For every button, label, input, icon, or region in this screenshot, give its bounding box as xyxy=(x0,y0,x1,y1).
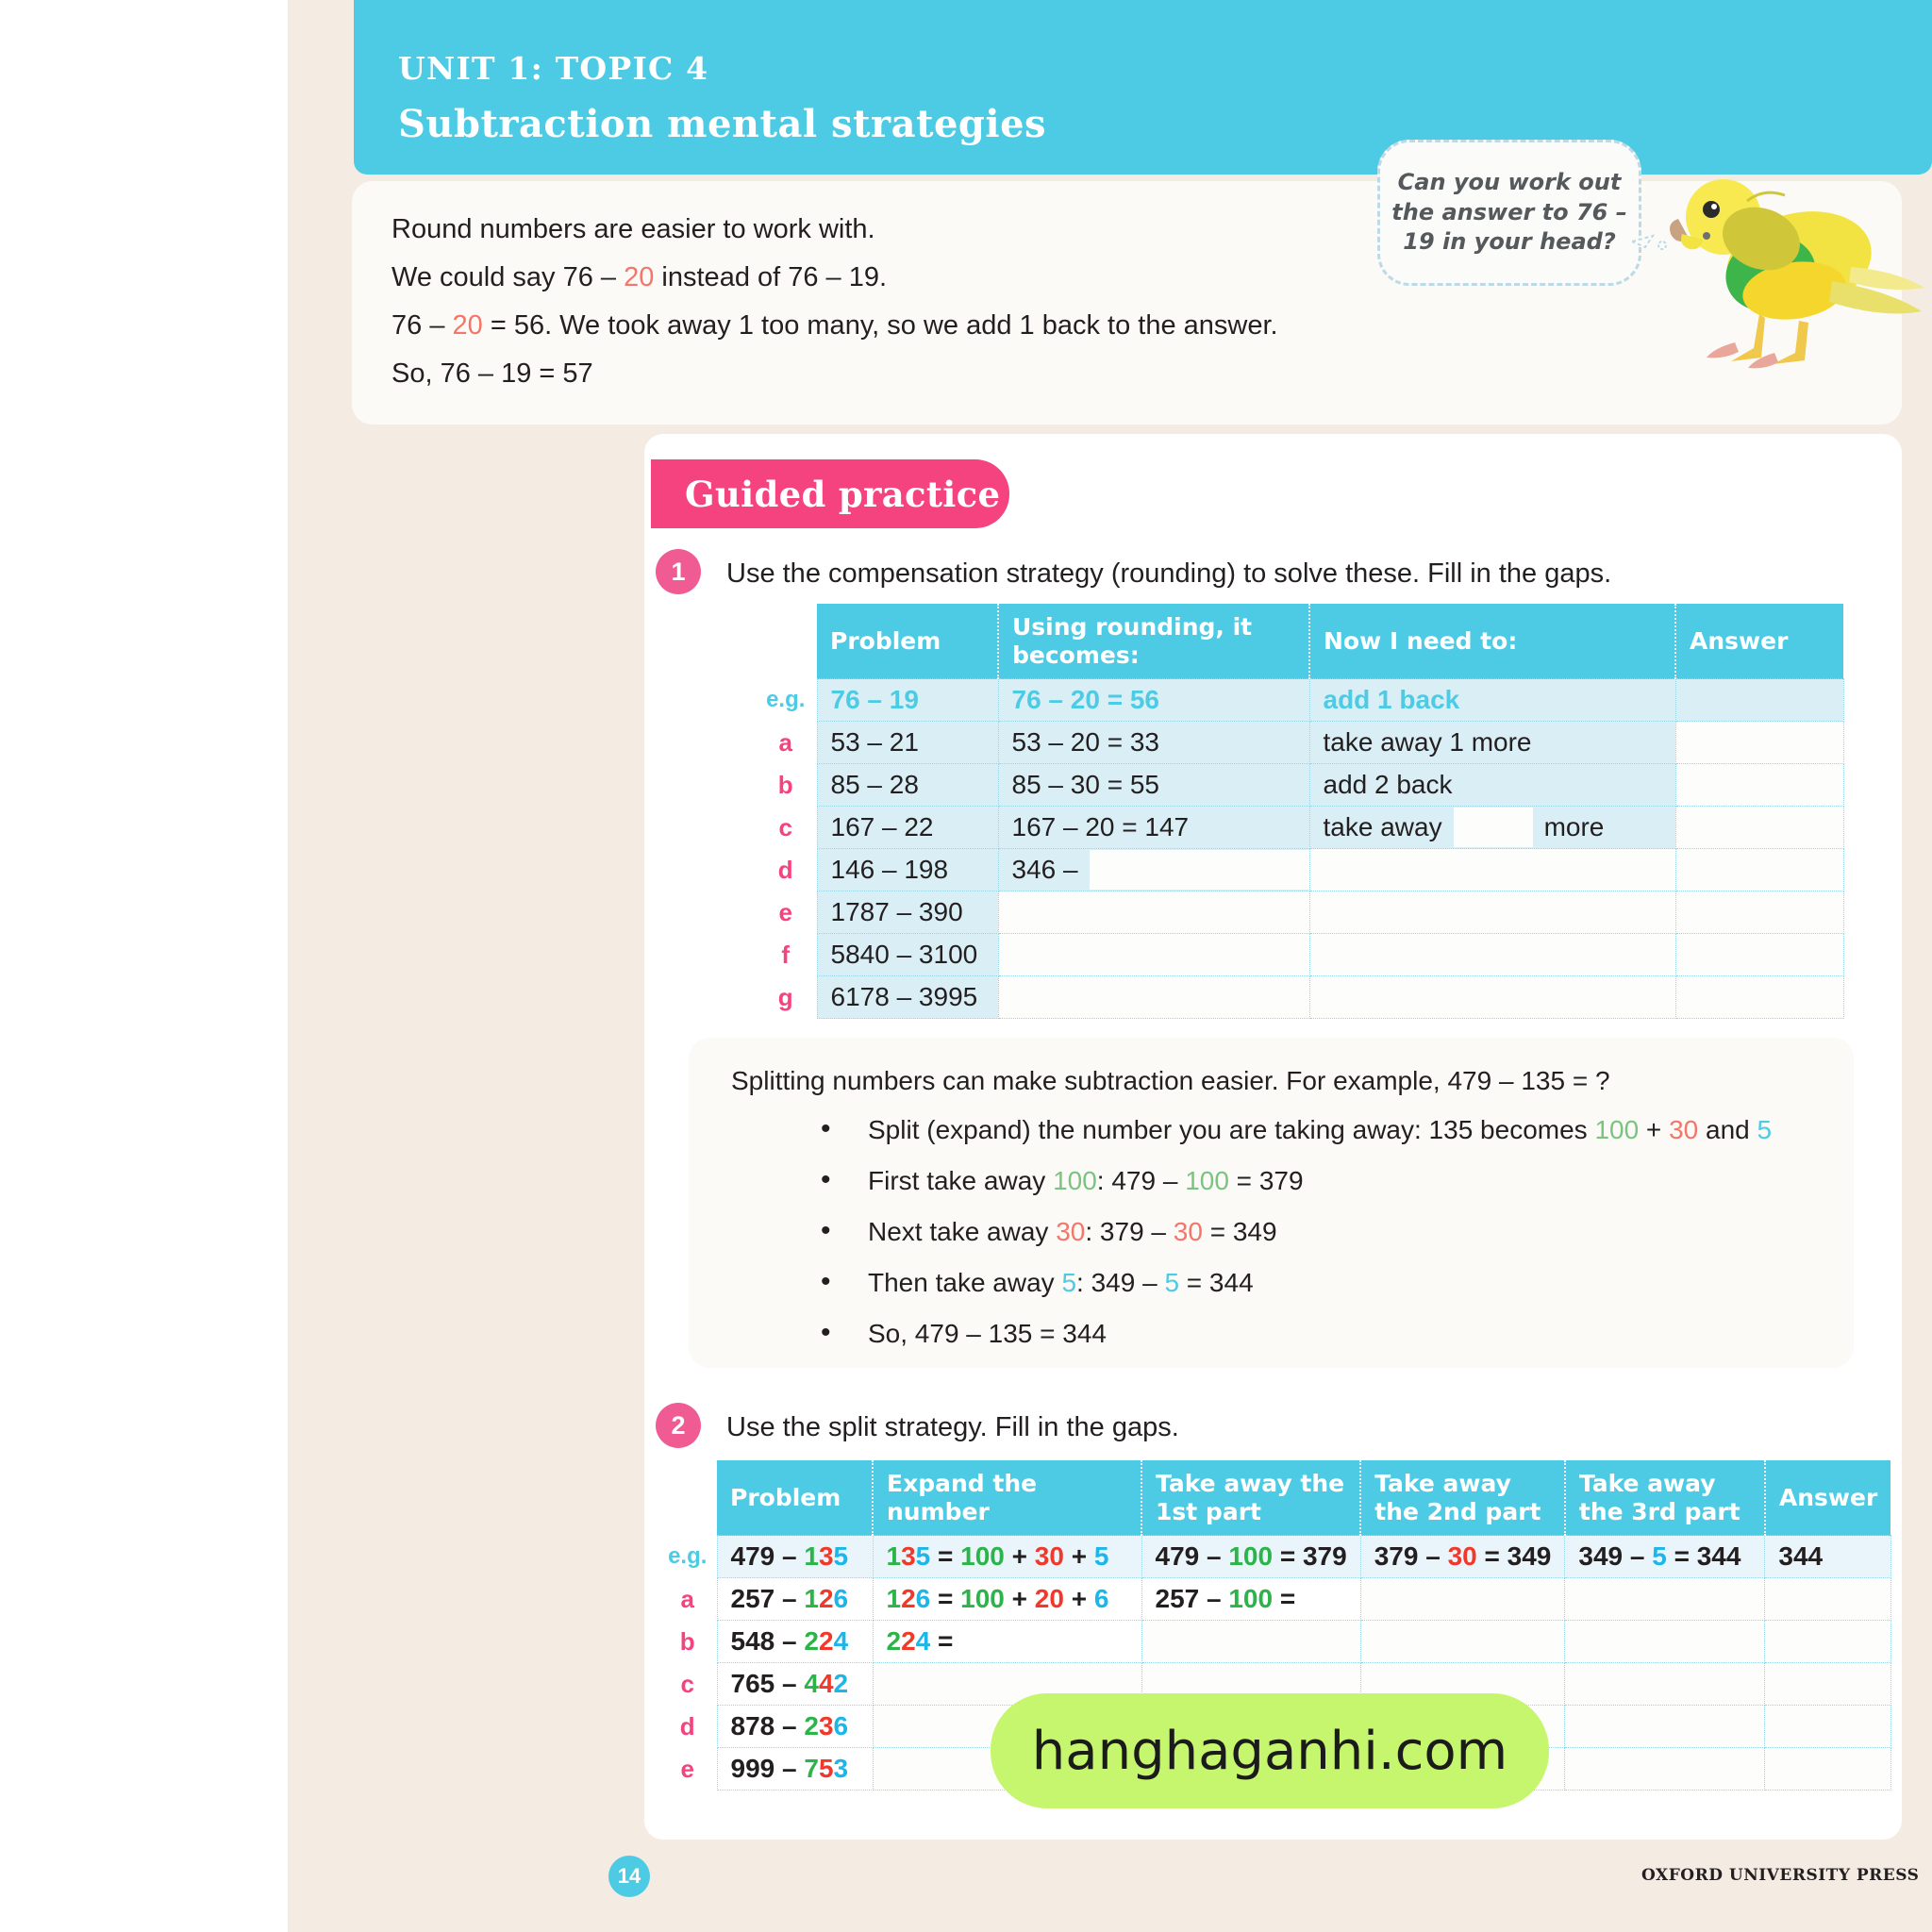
need-suffix: more xyxy=(1543,812,1605,841)
col-header-part1: Take away the 1st part xyxy=(1141,1460,1360,1536)
cell-need-input[interactable] xyxy=(1309,976,1675,1019)
cell-rounding: 167 – 20 = 147 xyxy=(998,807,1309,849)
row-label: b xyxy=(679,1626,695,1656)
cell-problem: 1787 – 390 xyxy=(817,891,998,934)
cell-part2-input[interactable] xyxy=(1360,1578,1565,1621)
row-label: f xyxy=(781,940,791,969)
cell-rounding-input[interactable] xyxy=(998,976,1309,1019)
split-bullet-list xyxy=(792,1115,1772,1370)
cell-rounding-partial xyxy=(998,849,1309,891)
cell-part1-input[interactable] xyxy=(1141,1621,1360,1663)
cell-problem: 878 – 236 xyxy=(717,1706,873,1748)
row-label: d xyxy=(679,1711,695,1740)
table-row xyxy=(658,1621,1890,1663)
split-intro-text: Splitting numbers can make subtraction easier. For example, 479 – 135 = ? xyxy=(731,1066,1610,1095)
intro-line-2: We could say 76 – 20 instead of 76 – 19. xyxy=(391,262,888,292)
cell-answer[interactable] xyxy=(1675,679,1843,722)
cell-rounding: 76 – 20 = 56 xyxy=(998,679,1309,722)
list-item: • Split (expand) the number you are taking away: 135 becomes 100 + 30 and 5 xyxy=(792,1115,1772,1145)
speech-bubble xyxy=(1377,140,1641,286)
budgerigar-icon xyxy=(1657,149,1932,371)
topic-title: Subtraction mental strategies xyxy=(398,102,1047,146)
cell-part3-input[interactable] xyxy=(1565,1578,1765,1621)
cell-answer-input[interactable] xyxy=(1675,891,1843,934)
list-item: • Next take away 30: 379 – 30 = 349 xyxy=(792,1217,1772,1247)
col-header-rounding: Using rounding, it becomes: xyxy=(998,604,1309,679)
table-row xyxy=(658,1536,1890,1578)
cell-answer-input[interactable] xyxy=(1765,1621,1890,1663)
cell-need: add 1 back xyxy=(1309,679,1675,722)
cell-problem: 765 – 442 xyxy=(717,1663,873,1706)
col-header-problem: Problem xyxy=(817,604,998,679)
table-header-row xyxy=(658,1460,1890,1536)
cell-rounding-input[interactable] xyxy=(998,934,1309,976)
list-item: • Then take away 5: 349 – 5 = 344 xyxy=(792,1268,1772,1298)
cell-problem: 5840 – 3100 xyxy=(817,934,998,976)
table-row xyxy=(755,722,1843,764)
row-label: c xyxy=(680,1669,694,1698)
spacer-cell xyxy=(755,604,817,679)
inline-gap-input[interactable] xyxy=(1090,850,1309,890)
row-label: c xyxy=(778,812,792,841)
row-label: e.g. xyxy=(766,687,806,712)
cell-problem: 76 – 19 xyxy=(817,679,998,722)
table-row xyxy=(755,891,1843,934)
row-label: a xyxy=(680,1584,694,1613)
cell-part2: 379 – 30 = 349 xyxy=(1360,1536,1565,1578)
row-label: e.g. xyxy=(668,1543,708,1569)
row-label: e xyxy=(680,1754,694,1783)
col-header-answer: Answer xyxy=(1675,604,1843,679)
cell-problem: 167 – 22 xyxy=(817,807,998,849)
cell-answer-input[interactable] xyxy=(1675,934,1843,976)
cell-answer-input[interactable] xyxy=(1675,722,1843,764)
rounding-prefix: 346 – xyxy=(1011,855,1078,884)
intro-line-3: 76 – 20 = 56. We took away 1 too many, so we add 1 back to the answer. xyxy=(391,310,1278,341)
question-1-table-wrap xyxy=(755,604,1844,1019)
cell-problem: 53 – 21 xyxy=(817,722,998,764)
cell-answer-input[interactable] xyxy=(1675,764,1843,807)
cell-answer-input[interactable] xyxy=(1675,976,1843,1019)
row-label: g xyxy=(777,982,793,1011)
cell-answer-input[interactable] xyxy=(1765,1706,1890,1748)
cell-part2-input[interactable] xyxy=(1360,1621,1565,1663)
cell-answer-input[interactable] xyxy=(1765,1748,1890,1790)
row-label: e xyxy=(778,897,792,926)
cell-problem: 548 – 224 xyxy=(717,1621,873,1663)
row-label: d xyxy=(777,855,793,884)
cell-answer-input[interactable] xyxy=(1675,849,1843,891)
cell-part3-input[interactable] xyxy=(1565,1706,1765,1748)
guided-practice-label: Guided practice xyxy=(685,473,1001,515)
publisher-logo: OXFORD UNIVERSITY PRESS xyxy=(1641,1866,1920,1885)
col-header-part3: Take away the 3rd part xyxy=(1565,1460,1765,1536)
table-row xyxy=(755,679,1843,722)
cell-need-with-gap xyxy=(1309,807,1675,849)
cell-need-input[interactable] xyxy=(1309,849,1675,891)
cell-answer-input[interactable] xyxy=(1675,807,1843,849)
cell-problem: 479 – 135 xyxy=(717,1536,873,1578)
cell-problem: 146 – 198 xyxy=(817,849,998,891)
cell-rounding: 53 – 20 = 33 xyxy=(998,722,1309,764)
inline-gap-input[interactable] xyxy=(1454,808,1533,847)
cell-rounding-input[interactable] xyxy=(998,891,1309,934)
table-row xyxy=(755,849,1843,891)
col-header-problem: Problem xyxy=(717,1460,873,1536)
cell-answer-input[interactable] xyxy=(1765,1578,1890,1621)
unit-label: UNIT 1: TOPIC 4 xyxy=(398,50,709,87)
table-row xyxy=(755,764,1843,807)
table-row xyxy=(755,976,1843,1019)
cell-part3-input[interactable] xyxy=(1565,1621,1765,1663)
cell-part1: 479 – 100 = 379 xyxy=(1141,1536,1360,1578)
col-header-need: Now I need to: xyxy=(1309,604,1675,679)
cell-part3-input[interactable] xyxy=(1565,1748,1765,1790)
cell-expand[interactable]: 224 = xyxy=(873,1621,1141,1663)
site-watermark xyxy=(991,1693,1549,1808)
row-label: a xyxy=(778,727,792,757)
cell-need-input[interactable] xyxy=(1309,891,1675,934)
cell-need: take away 1 more xyxy=(1309,722,1675,764)
guided-practice-tab xyxy=(651,459,1009,528)
col-header-answer: Answer xyxy=(1765,1460,1890,1536)
intro-line-1: Round numbers are easier to work with. xyxy=(391,214,875,244)
worksheet-page xyxy=(288,0,1932,1932)
intro-line-4: So, 76 – 19 = 57 xyxy=(391,358,593,389)
cell-problem: 257 – 126 xyxy=(717,1578,873,1621)
list-item: • So, 479 – 135 = 344 xyxy=(792,1319,1772,1349)
list-item: • First take away 100: 479 – 100 = 379 xyxy=(792,1166,1772,1196)
watermark-text: hanghaganhi.com xyxy=(1031,1720,1508,1782)
cell-part1[interactable]: 257 – 100 = xyxy=(1141,1578,1360,1621)
question-2-number: 2 xyxy=(656,1403,701,1448)
compensation-table xyxy=(755,604,1844,1019)
cell-expand: 126 = 100 + 20 + 6 xyxy=(873,1578,1141,1621)
table-row xyxy=(755,807,1843,849)
row-label: b xyxy=(777,770,793,799)
cell-problem: 999 – 753 xyxy=(717,1748,873,1790)
cell-problem: 6178 – 3995 xyxy=(817,976,998,1019)
page-number-badge: 14 xyxy=(608,1856,650,1897)
cell-need: add 2 back xyxy=(1309,764,1675,807)
speech-bubble-text: Can you work out the answer to 76 – 19 in your head? xyxy=(1391,168,1627,256)
cell-rounding: 85 – 30 = 55 xyxy=(998,764,1309,807)
cell-need-input[interactable] xyxy=(1309,934,1675,976)
need-prefix: take away xyxy=(1323,812,1442,841)
table-header-row xyxy=(755,604,1843,679)
question-1-text: Use the compensation strategy (rounding) to solve these. Fill in the gaps. xyxy=(726,558,1612,589)
col-header-expand: Expand the number xyxy=(873,1460,1141,1536)
question-2-text: Use the split strategy. Fill in the gaps. xyxy=(726,1412,1179,1442)
question-1-number: 1 xyxy=(656,549,701,594)
cell-expand: 135 = 100 + 30 + 5 xyxy=(873,1536,1141,1578)
cell-answer: 344 xyxy=(1765,1536,1890,1578)
cell-part3: 349 – 5 = 344 xyxy=(1565,1536,1765,1578)
cell-problem: 85 – 28 xyxy=(817,764,998,807)
split-strategy-explainer xyxy=(689,1038,1854,1368)
cell-answer-input[interactable] xyxy=(1765,1663,1890,1706)
col-header-part2: Take away the 2nd part xyxy=(1360,1460,1565,1536)
table-row xyxy=(658,1578,1890,1621)
spacer-cell xyxy=(658,1460,717,1536)
cell-part3-input[interactable] xyxy=(1565,1663,1765,1706)
table-row xyxy=(755,934,1843,976)
